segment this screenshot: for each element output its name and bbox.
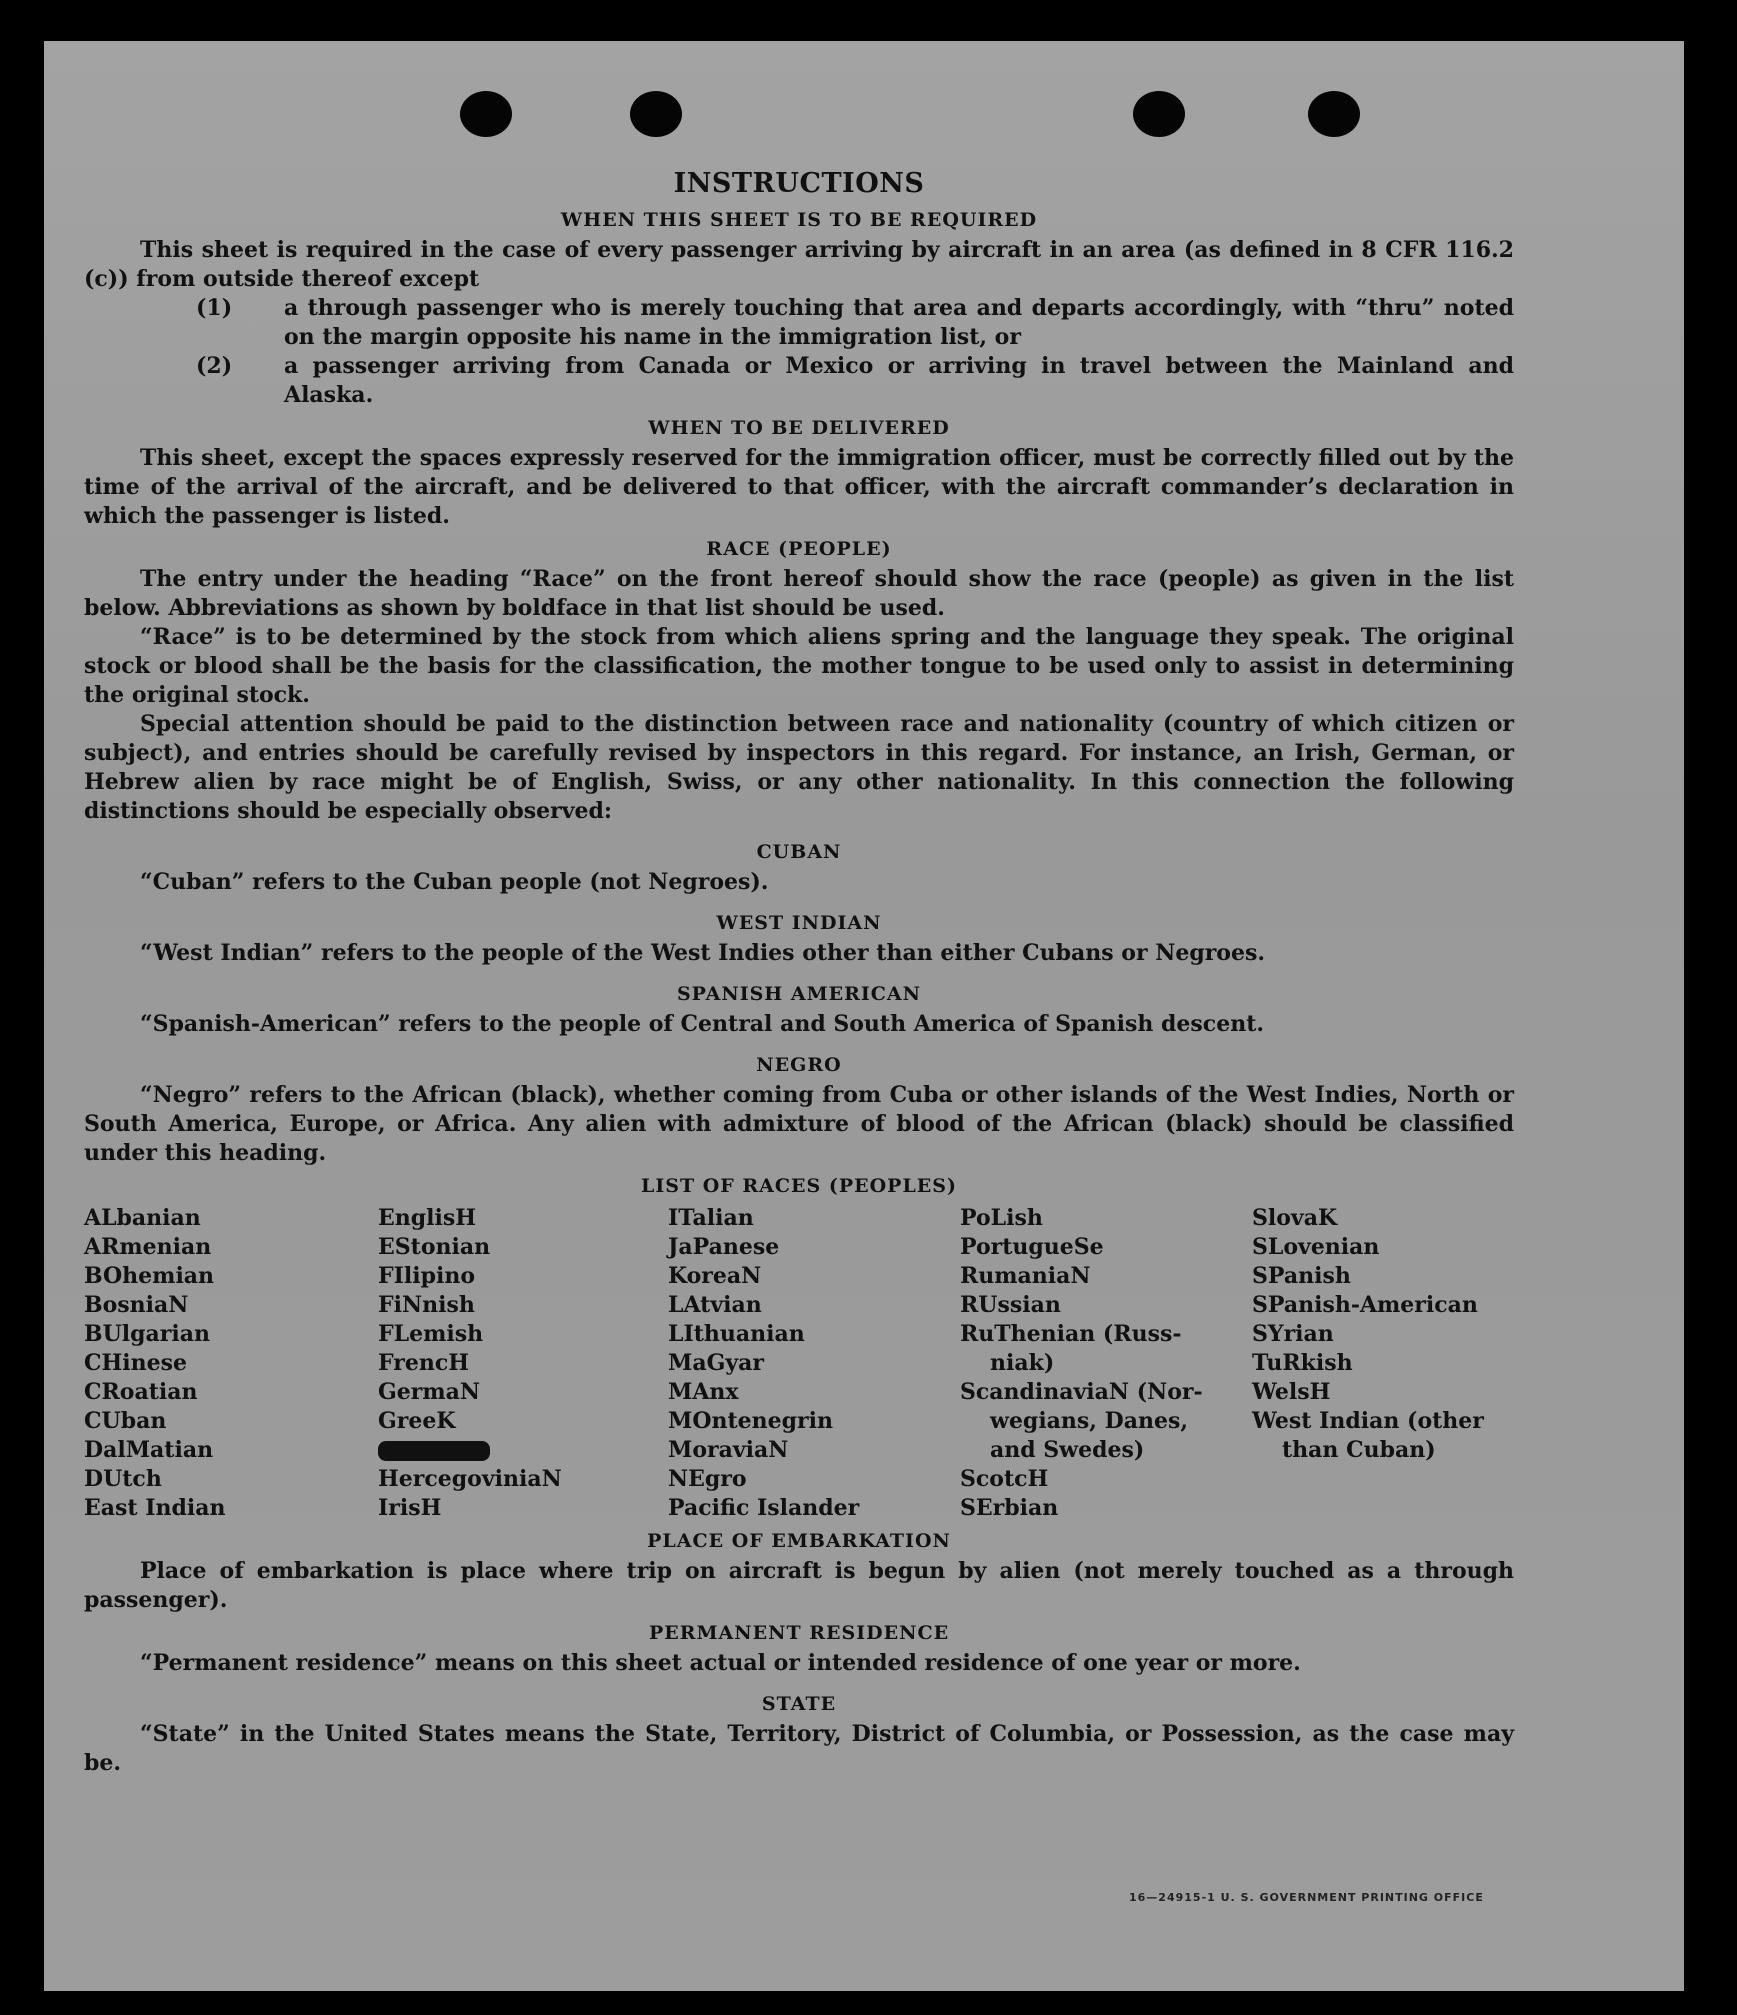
section-heading-race: RACE (PEOPLE) (706, 538, 892, 560)
race-entry: MOntenegrin (668, 1408, 833, 1434)
race-entry: West Indian (other (1252, 1408, 1484, 1434)
race-entry: MAnx (668, 1379, 739, 1405)
spanish-american-text: “Spanish-American” refers to the people of Central and South America of Spanish descent. (140, 1011, 1265, 1037)
race-entry: PoLish (960, 1205, 1043, 1231)
race-entry: RUssian (960, 1292, 1061, 1318)
race-entry: DUtch (84, 1466, 162, 1492)
exception-number: (1) (196, 295, 233, 321)
race-entry: FIlipino (378, 1263, 476, 1289)
race-entry: MaGyar (668, 1350, 765, 1376)
exception-list (84, 294, 1514, 410)
race-entry: SlovaK (1252, 1205, 1338, 1231)
races-column (668, 1204, 960, 1523)
residence-text: “Permanent residence” means on this sheet actual or intended residence of one year or more. (140, 1650, 1301, 1676)
race-paragraph: Special attention should be paid to the distinction between race and nationality (country of which citizen or subject), and entries should be carefully revised by inspectors in this regard. For instance, an Irish, German, or Hebrew alien by race might be of English, Swiss, or any other nationality. In this connection the following distinctions should be especially observed: (84, 711, 1514, 824)
section-heading-state: STATE (761, 1693, 837, 1715)
races-column (378, 1204, 668, 1523)
section-heading-negro: NEGRO (756, 1054, 842, 1076)
race-entry: HercegoviniaN (378, 1466, 562, 1492)
race-entry: FiNnish (378, 1292, 475, 1318)
punch-hole (460, 91, 512, 137)
races-column (1252, 1204, 1514, 1523)
punch-hole (1133, 91, 1185, 137)
race-entry: GreeK (378, 1408, 456, 1434)
west-indian-text: “West Indian” refers to the people of the West Indies other than either Cubans or Negroes. (140, 940, 1266, 966)
races-column (84, 1204, 378, 1523)
race-entry: Pacific Islander (668, 1495, 860, 1521)
exception-number: (2) (196, 353, 233, 379)
race-entry: KoreaN (668, 1263, 762, 1289)
race-entry: BosniaN (84, 1292, 189, 1318)
race-entry: EStonian (378, 1234, 491, 1260)
document-page (44, 41, 1684, 1991)
race-entry: TuRkish (1252, 1350, 1353, 1376)
section-heading-spanish-american: SPANISH AMERICAN (676, 983, 922, 1005)
section-heading-delivered: WHEN TO BE DELIVERED (648, 417, 950, 439)
exception-item (84, 352, 1514, 410)
race-entry: PortugueSe (960, 1234, 1104, 1260)
race-entry: NEgro (668, 1466, 747, 1492)
race-entry: ScandinaviaN (Nor- (960, 1379, 1203, 1405)
race-entry: BOhemian (84, 1263, 215, 1289)
exception-text: a passenger arriving from Canada or Mexico or arriving in travel between the Mainland and Alaska. (284, 353, 1514, 408)
race-entry: ScotcH (960, 1466, 1049, 1492)
race-entry: ARmenian (84, 1234, 212, 1260)
section-heading-required: WHEN THIS SHEET IS TO BE REQUIRED (560, 209, 1038, 231)
race-paragraph: “Race” is to be determined by the stock from which aliens spring and the language they speak. The original stock or blood shall be the basis for the classification, the mother tongue to be used only to assist in determining the original stock. (84, 624, 1514, 708)
print-office-code: 16—24915-1 U. S. GOVERNMENT PRINTING OFFICE (1129, 1891, 1484, 1904)
race-entry: LAtvian (668, 1292, 762, 1318)
race-entry: FrencH (378, 1350, 469, 1376)
race-entry: ITalian (668, 1205, 754, 1231)
race-entry: MoraviaN (668, 1437, 789, 1463)
section-heading-residence: PERMANENT RESIDENCE (648, 1622, 950, 1644)
race-entry: SPanish-American (1252, 1292, 1478, 1318)
race-entry: than Cuban) (1282, 1437, 1436, 1463)
race-entry: and Swedes) (990, 1437, 1145, 1463)
race-entry: SLovenian (1252, 1234, 1380, 1260)
race-entry: DalMatian (84, 1437, 214, 1463)
race-entry: SErbian (960, 1495, 1059, 1521)
section-heading-west-indian: WEST INDIAN (716, 912, 882, 934)
state-text: “State” in the United States means the State, Territory, District of Columbia, or Possession, as the case may be. (84, 1721, 1514, 1776)
race-entry: niak) (990, 1350, 1055, 1376)
races-column (960, 1204, 1252, 1523)
race-entry: ALbanian (84, 1205, 201, 1231)
cuban-text: “Cuban” refers to the Cuban people (not Negroes). (140, 869, 769, 895)
race-entry: CHinese (84, 1350, 188, 1376)
negro-text: “Negro” refers to the African (black), whether coming from Cuba or other islands of the West Indies, North or South America, Europe, or Africa. Any alien with admixture of blood of the African (black) should be classified under this heading. (84, 1082, 1514, 1166)
exception-item (84, 294, 1514, 352)
section-heading-cuban: CUBAN (756, 841, 842, 863)
race-entry: wegians, Danes, (990, 1408, 1188, 1434)
race-entry: SPanish (1252, 1263, 1351, 1289)
race-entry: FLemish (378, 1321, 484, 1347)
punch-hole (630, 91, 682, 137)
race-entry: EnglisH (378, 1205, 477, 1231)
races-list (84, 1204, 1514, 1523)
section-heading-embarkation: PLACE OF EMBARKATION (647, 1530, 951, 1552)
race-entry: CRoatian (84, 1379, 198, 1405)
race-entry: BUlgarian (84, 1321, 210, 1347)
required-intro: This sheet is required in the case of every passenger arriving by aircraft in an area (as defined in 8 CFR 116.2 (c)) from outside thereof except (84, 237, 1514, 292)
redacted-mark (378, 1436, 668, 1465)
section-heading-races-list: LIST OF RACES (PEOPLES) (641, 1175, 957, 1197)
race-entry: RumaniaN (960, 1263, 1091, 1289)
race-entry: SYrian (1252, 1321, 1334, 1347)
race-entry: LIthuanian (668, 1321, 805, 1347)
instructions-content (84, 166, 1514, 1778)
punch-hole (1308, 91, 1360, 137)
race-entry: RuThenian (Russ- (960, 1321, 1182, 1347)
embarkation-text: Place of embarkation is place where trip on aircraft is begun by alien (not merely touched as a through passenger). (84, 1558, 1514, 1613)
race-entry: East Indian (84, 1495, 226, 1521)
race-entry: CUban (84, 1408, 167, 1434)
page-title: INSTRUCTIONS (673, 168, 925, 199)
race-entry: GermaN (378, 1379, 481, 1405)
delivered-text: This sheet, except the spaces expressly reserved for the immigration officer, must be correctly filled out by the time of the arrival of the aircraft, and be delivered to that officer, with the aircraft commander’s declaration in which the passenger is listed. (84, 445, 1514, 529)
race-paragraph: The entry under the heading “Race” on the front hereof should show the race (people) as given in the list below. Abbreviations as shown by boldface in that list should be used. (84, 566, 1514, 621)
race-entry: JaPanese (668, 1234, 780, 1260)
race-entry: IrisH (378, 1495, 442, 1521)
exception-text: a through passenger who is merely touching that area and departs accordingly, with “thru” noted on the margin opposite his name in the immigration list, or (284, 295, 1514, 350)
race-entry: WelsH (1252, 1379, 1331, 1405)
